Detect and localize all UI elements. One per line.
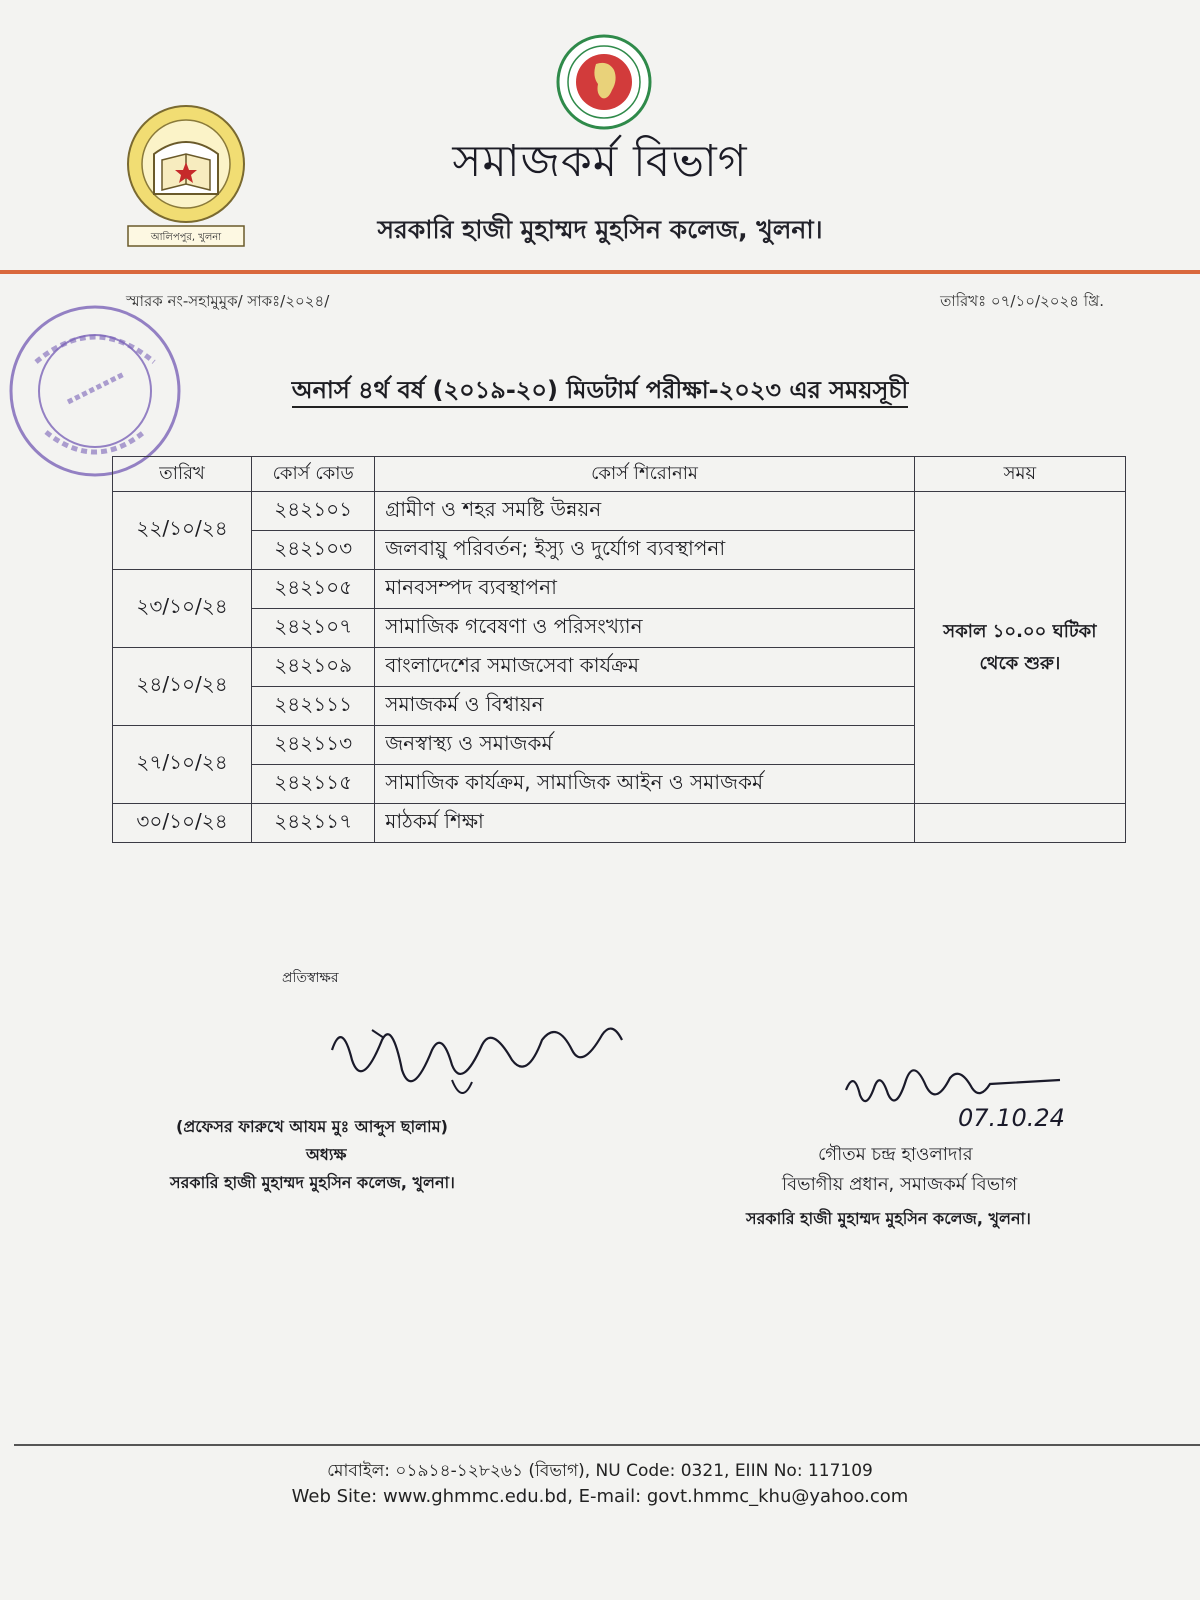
government-seal (556, 34, 652, 130)
course-title: সামাজিক কার্যক্রম, সামাজিক আইন ও সমাজকর্ম (375, 765, 915, 804)
signature-date: 07.10.24 (958, 1104, 1065, 1132)
course-code: ২৪২১০৭ (252, 609, 375, 648)
department-head-name: গৌতম চন্দ্র হাওলাদার (818, 1144, 973, 1165)
web-email-line: Web Site: www.ghmmc.edu.bd, E-mail: govt.hmmc_khu@yahoo.com (291, 1486, 909, 1507)
memo-number: স্মারক নং-সহামুমুক/ সাকঃ/২০২৪/ (126, 292, 330, 310)
exam-date: ২৩/১০/২৪ (113, 570, 252, 648)
department-head-role: বিভাগীয় প্রধান, সমাজকর্ম বিভাগ (782, 1174, 1018, 1195)
principal-college: সরকারি হাজী মুহাম্মদ মুহসিন কলেজ, খুলনা। (170, 1173, 455, 1192)
logo-caption: আলিপপুর, খুলনা (150, 232, 222, 243)
course-code: ২৪২১১৭ (252, 804, 375, 843)
course-title: মাঠকর্ম শিক্ষা (375, 804, 915, 843)
exam-date: ৩০/১০/২৪ (113, 804, 252, 843)
header-time: সময় (914, 457, 1125, 492)
exam-date: ২৪/১০/২৪ (113, 648, 252, 726)
principal-role: অধ্যক্ষ (306, 1145, 347, 1164)
course-title: সামাজিক গবেষণা ও পরিসংখ্যান (375, 609, 915, 648)
notice-title (0, 372, 1200, 412)
exam-schedule-table (112, 456, 1126, 843)
table-row (113, 804, 1126, 843)
course-code: ২৪২১১৩ (252, 726, 375, 765)
exam-time: সকাল ১০.০০ ঘটিকা থেকে শুরু। (914, 492, 1125, 804)
course-title: বাংলাদেশের সমাজসেবা কার্যক্রম (375, 648, 915, 687)
course-title: মানবসম্পদ ব্যবস্থাপনা (375, 570, 915, 609)
header-course-code: কোর্স কোড (252, 457, 375, 492)
course-title: জনস্বাস্থ্য ও সমাজকর্ম (375, 726, 915, 765)
exam-date: ২৭/১০/২৪ (113, 726, 252, 804)
table-row (113, 492, 1126, 531)
department-head-signature (840, 1050, 1080, 1140)
principal-name: (প্রফেসর ফারুখে আযম মুঃ আব্দুস ছালাম) (176, 1117, 448, 1136)
course-code: ২৪২১০৫ (252, 570, 375, 609)
footer-divider (14, 1444, 1200, 1446)
course-code: ২৪২১০৩ (252, 531, 375, 570)
header-date: তারিখ (113, 457, 252, 492)
header-divider (0, 270, 1200, 274)
countersign-label: প্রতিস্বাক্ষর (282, 970, 339, 986)
course-code: ২৪২১১১ (252, 687, 375, 726)
principal-signature (312, 1010, 632, 1110)
course-code: ২৪২১০৯ (252, 648, 375, 687)
empty-cell (914, 804, 1125, 843)
contact-line: মোবাইল: ০১৯১৪-১২৮২৬১ (বিভাগ), NU Code: 0321, EIIN No: 117109 (327, 1461, 873, 1481)
course-title: গ্রামীণ ও শহর সমষ্টি উন্নয়ন (375, 492, 915, 531)
course-title: সমাজকর্ম ও বিশ্বায়ন (375, 687, 915, 726)
issue-date: তারিখঃ ০৭/১০/২০২৪ খ্রি. (940, 292, 1104, 310)
notice-title-text: অনার্স ৪র্থ বর্ষ (২০১৯-২০) মিডটার্ম পরীক্ষা-২০২৩ এর সময়সূচী (292, 376, 908, 408)
course-title: জলবায়ু পরিবর্তন; ইস্যু ও দুর্যোগ ব্যবস্থাপনা (375, 531, 915, 570)
college-name: সরকারি হাজী মুহাম্মদ মুহসিন কলেজ, খুলনা। (377, 215, 823, 244)
header-course-title: কোর্স শিরোনাম (375, 457, 915, 492)
course-code: ২৪২১১৫ (252, 765, 375, 804)
course-code: ২৪২১০১ (252, 492, 375, 531)
department-title: সমাজকর্ম বিভাগ (452, 136, 748, 187)
exam-date: ২২/১০/২৪ (113, 492, 252, 570)
department-head-college: সরকারি হাজী মুহাম্মদ মুহসিন কলেজ, খুলনা। (746, 1209, 1031, 1228)
